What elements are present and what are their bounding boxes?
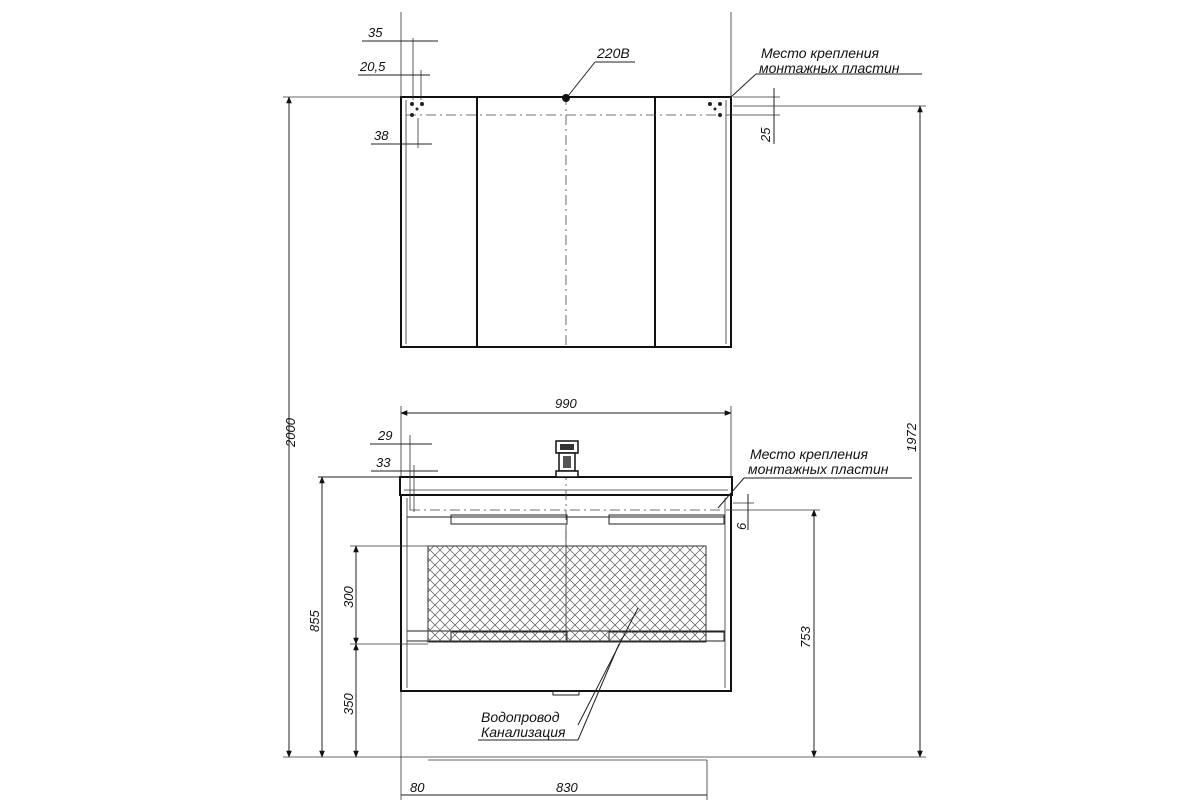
power-leader-line xyxy=(568,62,595,96)
vanity-mount-note-line2: монтажных пластин xyxy=(748,461,889,477)
dim-33-label: 33 xyxy=(376,455,391,470)
dim-990-label: 990 xyxy=(555,396,577,411)
dim-20-5-label: 20,5 xyxy=(360,59,386,74)
dim-2000-label: 2000 xyxy=(283,418,298,447)
mirror-mount-leader xyxy=(730,74,756,98)
vanity-mount-note-line1: Место крепления xyxy=(750,446,869,462)
upper-drawer-handle-left xyxy=(451,515,567,524)
dim-25-label: 25 xyxy=(758,127,773,142)
dim-300-label: 300 xyxy=(341,586,356,608)
overall-dimensions xyxy=(283,97,926,757)
sewer-label: Канализация xyxy=(481,724,566,740)
dim-6-label: 6 xyxy=(734,522,749,530)
faucet-icon xyxy=(556,441,578,477)
upper-drawer-handle-right xyxy=(609,515,724,524)
dim-38-label: 38 xyxy=(374,128,389,143)
dim-350-label: 350 xyxy=(341,693,356,715)
mirror-mount-note-line2: монтажных пластин xyxy=(759,60,900,76)
power-label: 220В xyxy=(597,45,630,61)
mirror-cabinet xyxy=(358,12,922,347)
water-label: Водопровод xyxy=(481,709,560,725)
dim-753-label: 753 xyxy=(798,626,813,648)
dim-bottom-left-label: 80 xyxy=(410,780,425,795)
vanity-unit xyxy=(307,396,912,800)
dim-bottom-right-label: 830 xyxy=(556,780,578,795)
dim-29-label: 29 xyxy=(378,428,393,443)
mirror-mount-note-line1: Место крепления xyxy=(761,45,880,61)
dim-1972-label: 1972 xyxy=(904,423,919,452)
dim-855-label: 855 xyxy=(307,610,322,632)
dim-35-label: 35 xyxy=(368,25,383,40)
utilities-zone-hatch xyxy=(428,546,706,642)
